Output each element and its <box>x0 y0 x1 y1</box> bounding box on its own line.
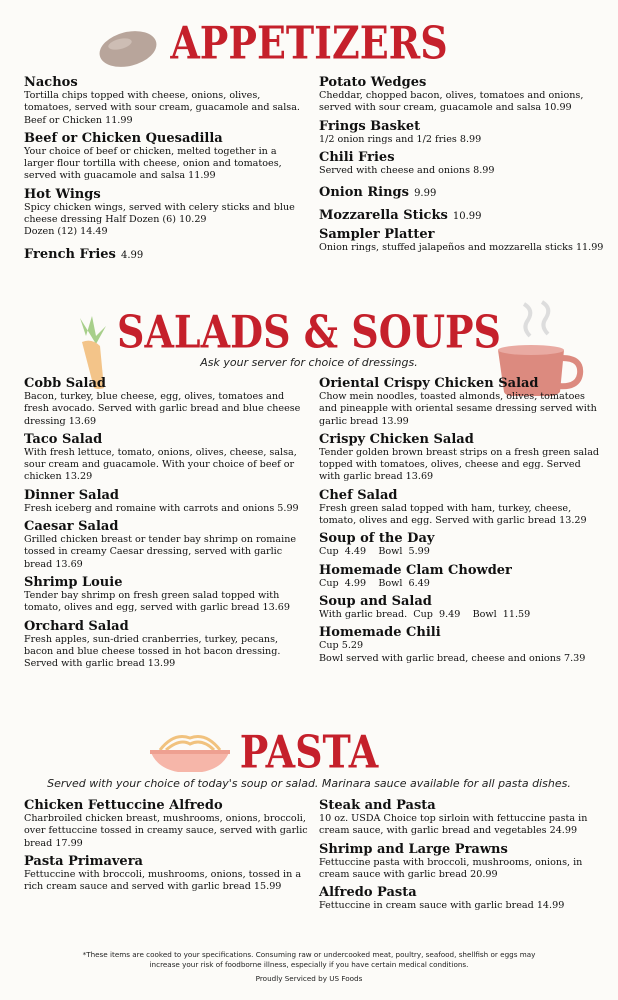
appetizers-heading: APPETIZERS <box>170 15 448 69</box>
supplier-credit: Proudly Serviced by US Foods <box>255 974 363 983</box>
item-name: Potato Wedges <box>319 75 427 90</box>
item-description: Your choice of beef or chicken, melted together in a larger flour tortilla with cheese, onion and tomatoes, served with guacamole and salsa 11.99 <box>24 145 282 182</box>
item-name: Nachos <box>24 75 78 90</box>
item-name: Steak and Pasta <box>319 798 436 813</box>
item-name: Pasta Primavera <box>24 853 143 869</box>
item-name: Sampler Platter <box>319 227 435 243</box>
item-name: Chicken Fettuccine Alfredo <box>24 798 223 813</box>
item-name: Hot Wings <box>24 186 101 202</box>
item-description: Chow mein noodles, toasted almonds, olives, tomatoes and pineapple with oriental sesame dressing served with garlic bread 13.99 <box>319 391 597 427</box>
pasta-left-column <box>24 798 309 897</box>
item-name: Shrimp Louie <box>24 574 123 590</box>
item-description: Cup 4.99 Bowl 6.49 <box>319 577 430 589</box>
menu-item <box>319 75 604 115</box>
item-name: Orchard Salad <box>24 618 129 634</box>
menu-item <box>319 563 604 590</box>
menu-item <box>319 181 604 200</box>
menu-item <box>319 625 604 665</box>
item-description: Served with cheese and onions 8.99 <box>319 164 495 176</box>
disclaimer-text: *These items are cooked to your specifications. Consuming raw or undercooked meat, poultry, seafood, shellfish or eggs may increase your risk of foodborne illness, especially if you have certain medical conditions. <box>82 950 536 969</box>
item-name: Shrimp and Large Prawns <box>319 841 508 857</box>
salads-left-column <box>24 376 309 674</box>
item-description: Grilled chicken breast or tender bay shrimp on romaine tossed in creamy Caesar dressing, served with garlic bread 13.69 <box>24 534 297 570</box>
item-name: Crispy Chicken Salad <box>319 431 474 447</box>
menu-item <box>24 243 309 262</box>
appetizers-left-column <box>24 75 309 266</box>
menu-item <box>319 432 604 484</box>
item-name: Alfredo Pasta <box>319 885 417 901</box>
item-description: Fettuccine with broccoli, mushrooms, onions, tossed in a rich cream sauce and served with garlic bread 15.99 <box>24 868 302 893</box>
appetizers-right-column <box>319 75 604 258</box>
menu-item <box>24 187 309 239</box>
menu-item <box>319 119 604 146</box>
item-name: Chef Salad <box>319 487 398 503</box>
menu-item <box>24 131 309 183</box>
item-name: Oriental Crispy Chicken Salad <box>319 376 539 391</box>
menu-item <box>24 619 309 671</box>
item-name: Soup of the Day <box>319 531 435 547</box>
menu-item <box>24 488 309 515</box>
item-price: 4.99 <box>120 249 144 261</box>
item-description: Bacon, turkey, blue cheese, egg, olives, tomatoes and fresh avocado. Served with garlic bread and blue cheese dressing 13.69 <box>24 391 301 427</box>
menu-item <box>319 798 604 838</box>
food-safety-disclaimer <box>0 950 618 970</box>
item-description: Tender golden brown breast strips on a fresh green salad topped with tomatoes, olives, cheese and egg. Served with garlic bread 13.69 <box>319 446 600 483</box>
menu-item <box>24 798 309 850</box>
item-description: Tortilla chips topped with cheese, onions, olives, tomatoes, served with sour cream, guacamole and salsa. Beef or Chicken 11.99 <box>24 90 300 126</box>
item-description: Charbroiled chicken breast, mushrooms, onions, broccoli, over fettuccine tossed in creamy sauce, served with garlic bread 17.99 <box>24 813 308 849</box>
item-name: Frings Basket <box>319 118 421 134</box>
menu-item <box>319 204 604 223</box>
menu-item <box>24 519 309 571</box>
menu-item <box>319 531 604 558</box>
salads-right-column <box>319 376 604 669</box>
menu-item <box>319 842 604 882</box>
salads-subheading: Ask your server for choice of dressings. <box>200 356 418 369</box>
item-description: Fresh apples, sun-dried cranberries, turkey, pecans, bacon and blue cheese tossed in hot bacon dressing. Served with garlic bread 13.99 <box>24 633 281 670</box>
menu-item <box>24 432 309 484</box>
item-description: 1/2 onion rings and 1/2 fries 8.99 <box>319 133 482 145</box>
item-name: Beef or Chicken Quesadilla <box>24 130 223 146</box>
item-price: 9.99 <box>414 188 437 200</box>
item-name: Cobb Salad <box>24 376 106 391</box>
item-name: Homemade Chili <box>319 625 441 641</box>
menu-item <box>319 227 604 254</box>
item-description: Cup 5.29 Bowl served with garlic bread, cheese and onions 7.39 <box>319 640 586 664</box>
item-description: Fresh green salad topped with ham, turkey, cheese, tomato, olives and egg. Served with garlic bread 13.29 <box>319 502 587 527</box>
pasta-subheading: Served with your choice of today's soup or salad. Marinara sauce available for all pasta dishes. <box>47 777 571 790</box>
menu-item <box>24 854 309 894</box>
menu-item <box>24 376 309 428</box>
item-name: Chili Fries <box>319 149 395 165</box>
item-price: 10.99 <box>452 211 482 223</box>
item-description: Fettuccine pasta with broccoli, mushrooms, onions, in cream sauce with garlic bread 20.99 <box>319 856 583 880</box>
item-name: Homemade Clam Chowder <box>319 562 512 578</box>
menu-item <box>24 75 309 127</box>
item-description: Fettuccine in cream sauce with garlic bread 14.99 <box>319 900 565 912</box>
item-description: Cheddar, chopped bacon, olives, tomatoes and onions, served with sour cream, guacamole and salsa 10.99 <box>319 90 584 114</box>
item-name: Taco Salad <box>24 431 103 447</box>
item-description: Spicy chicken wings, served with celery sticks and blue cheese dressing Half Dozen (6) 10.29 Dozen (12) 14.49 <box>24 201 295 238</box>
pasta-heading: PASTA <box>239 724 379 778</box>
menu-item <box>319 150 604 177</box>
salads-soups-heading: SALADS & SOUPS <box>117 304 501 358</box>
item-description: With fresh lettuce, tomato, onions, olives, cheese, salsa, sour cream and guacamole. With your choice of beef or chicken 13.29 <box>24 446 297 483</box>
item-name: Mozzarella Sticks <box>319 208 448 224</box>
item-description: Cup 4.49 Bowl 5.99 <box>319 546 430 558</box>
item-description: With garlic bread. Cup 9.49 Bowl 11.59 <box>319 608 531 620</box>
menu-item <box>319 885 604 912</box>
item-description: Fresh iceberg and romaine with carrots and onions 5.99 <box>24 502 299 514</box>
item-name: Dinner Salad <box>24 487 120 503</box>
pasta-right-column <box>319 798 604 916</box>
item-name: Caesar Salad <box>24 519 119 535</box>
item-description: Tender bay shrimp on fresh green salad topped with tomato, olives and egg, served with garlic bread 13.69 <box>24 589 290 614</box>
menu-item <box>319 488 604 528</box>
item-description: Onion rings, stuffed jalapeños and mozzarella sticks 11.99 <box>319 242 604 254</box>
menu-item <box>24 575 309 615</box>
item-name: Onion Rings <box>319 185 409 201</box>
item-description: 10 oz. USDA Choice top sirloin with fettuccine pasta in cream sauce, with garlic bread and vegetables 24.99 <box>319 813 588 837</box>
menu-item <box>319 376 604 428</box>
menu-item <box>319 594 604 621</box>
item-name: French Fries <box>24 246 116 262</box>
item-name: Soup and Salad <box>319 593 432 609</box>
